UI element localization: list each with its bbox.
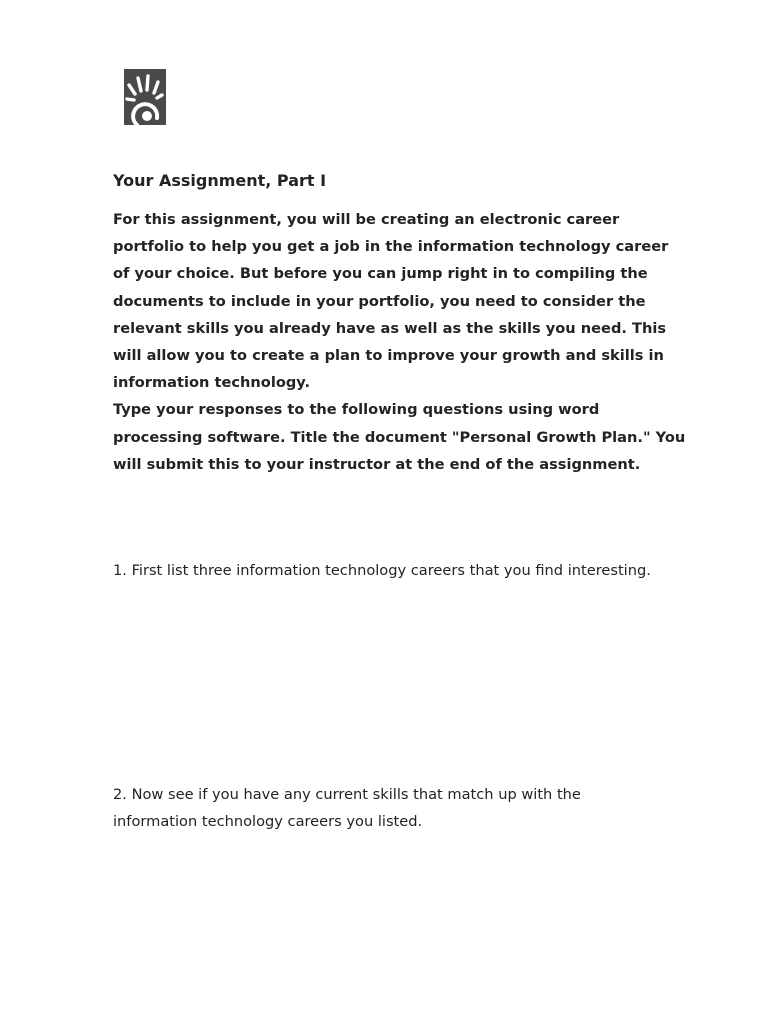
question-2: 2. Now see if you have any current skills that match up with the information technology careers you listed. [113, 786, 581, 831]
assignment-instructions [113, 206, 688, 478]
instruction-paragraph: Type your responses to the following questions using word processing software. Title the document "Personal Growth Plan." You will submit this to your instructor at the end of the assignment. [113, 401, 686, 473]
question-1: 1. First list three information technology careers that you find interesting. [113, 562, 651, 579]
instruction-paragraph: For this assignment, you will be creating an electronic career portfolio to help you get a job in the information technology career of your choice. But before you can jump right in to compiling the documents to include in your portfolio, you need to consider the relevant skills you already have as well as the skills you need. This will allow you to create a plan to improve your growth and skills in information technology. [113, 211, 669, 392]
logo-icon [124, 69, 166, 125]
page-title: Your Assignment, Part I [113, 171, 327, 190]
